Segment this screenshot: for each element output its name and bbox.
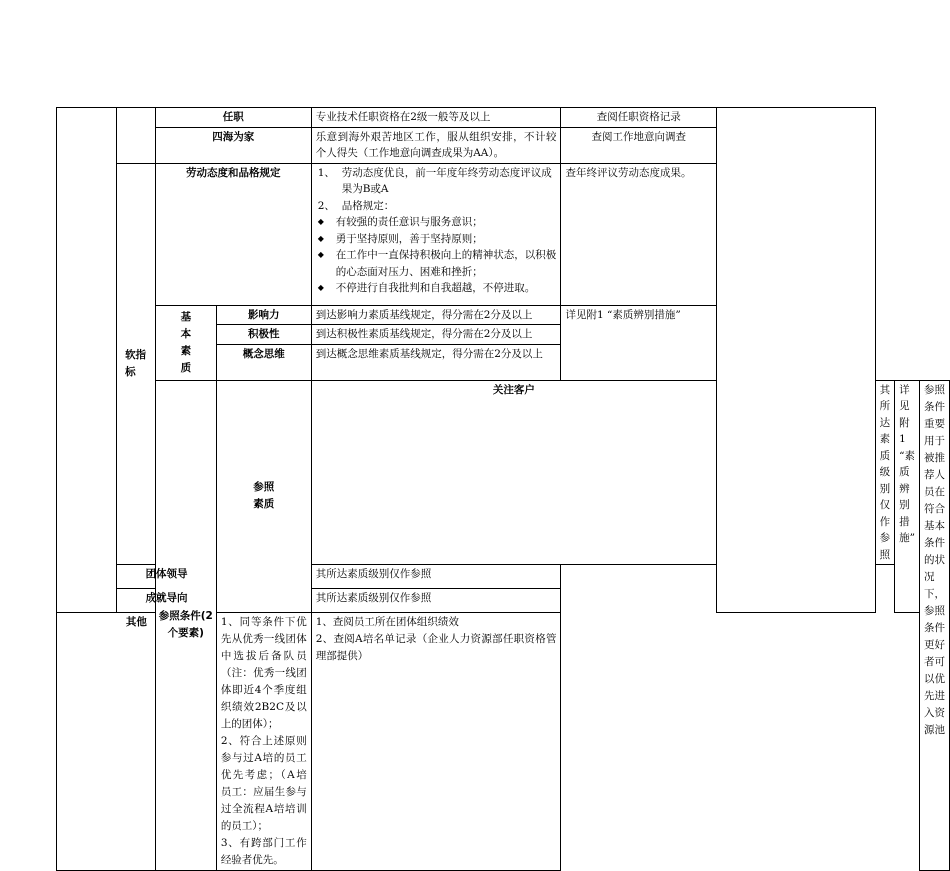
attitude-bullet <box>316 214 557 231</box>
sihai-standard: 乐意到海外艰苦地区工作，服从组织安排，不计较个人得失（工作地意向调查成果为AA）。 <box>311 127 561 163</box>
attitude-bullet-text: 不停进行自我批判和自我超越，不停进取。 <box>335 282 536 294</box>
attitude-bullet-text: 勇于坚持原则，善于坚持原则； <box>335 232 483 245</box>
soft-indicator-text: 软指标 <box>125 348 147 378</box>
renzhi-method: 查阅任职资格记录 <box>561 108 717 128</box>
other-standard-line: 3、有跨部门工作经验者优先。 <box>220 837 307 866</box>
diamond-bullet-icon: ◆ <box>317 250 324 259</box>
renzhi-standard: 专业技术任职资格在2级一般等及以上 <box>311 108 561 128</box>
basic-item-standard: 到达积极性素质基线规定，得分需在2分及以上 <box>311 325 561 345</box>
diamond-bullet-icon: ◆ <box>317 283 324 292</box>
attitude-bullet <box>316 280 557 297</box>
attitude-item-1 <box>316 165 557 198</box>
attitude-method: 查年终评议劳动态度成果。 <box>561 163 717 305</box>
renzhi-label: 任职 <box>155 108 311 128</box>
basic-item-label: 积极性 <box>216 325 311 345</box>
other-standard <box>216 613 311 871</box>
diamond-bullet-icon: ◆ <box>317 233 324 243</box>
criteria-table <box>56 107 950 871</box>
reference-item-standard: 其所达素质级别仅作参照 <box>311 589 561 613</box>
other-method-line: 1、查阅员工所在团体组织绩效 <box>315 616 459 628</box>
reference-method: 详见附1 “素质辨别措施” <box>895 380 920 613</box>
other-standard-line: 2、符合上述原则参与过A培的员工优先考虑；（A培员工：应届生参与过全流程A培培训的员工）； <box>220 735 307 832</box>
reference-item-label: 团体领导 <box>117 565 217 589</box>
attitude-item-2-prefix: 2、 <box>317 199 335 212</box>
reference-item-label: 关注客户 <box>311 380 716 565</box>
other-method-line: 2、查阅A培名单记录（企业人力资源部任职资格管理部提供） <box>315 633 557 662</box>
basic-quality-text: 基本素质 <box>180 310 192 374</box>
other-label: 其他 <box>57 613 217 871</box>
other-method <box>311 613 561 871</box>
other-standard-line: 1、同等条件下优先从优秀一线团体中选拔后备队员（注：优秀一线团体即近4个季度组织绩效2B2C及以上的团体）； <box>220 616 307 730</box>
remark-cell-top <box>717 108 876 613</box>
attitude-bullet-text: 有较强的责任意识与服务意识； <box>335 216 483 228</box>
soft-indicator-label <box>117 163 156 565</box>
sihai-method: 查阅工作地意向调查 <box>561 127 717 163</box>
basic-item-standard: 到达影响力素质基线规定，得分需在2分及以上 <box>311 305 561 325</box>
basic-item-label: 影响力 <box>216 305 311 325</box>
reference-condition-text: 参照条件(2个要素) <box>158 610 213 640</box>
basic-quality-label <box>155 305 216 380</box>
attitude-standard <box>311 163 561 305</box>
basic-method: 详见附1 “素质辨别措施” <box>561 305 717 380</box>
reference-item-label: 成就导向 <box>117 589 217 613</box>
reference-quality-text: 参照素质 <box>253 481 275 511</box>
attitude-item-1-text: 劳动态度优良，前一年度年终劳动态度评议成果为B或A <box>341 166 552 195</box>
top-group-cell <box>57 108 117 613</box>
sihai-label: 四海为家 <box>155 127 311 163</box>
reference-note: 参照条件重要用于被推荐人员在符合基本条件的状况下，参照条件更好者可以优先进入资源池 <box>920 380 950 871</box>
reference-item-standard: 其所达素质级别仅作参照 <box>311 565 561 589</box>
attitude-bullet <box>316 247 557 280</box>
attitude-item-2 <box>316 198 557 215</box>
diamond-bullet-icon: ◆ <box>317 217 324 226</box>
attitude-bullet-list <box>316 214 557 297</box>
sub-group-cell <box>117 108 156 164</box>
basic-item-label: 概念思维 <box>216 344 311 380</box>
attitude-item-1-prefix: 1、 <box>317 166 335 179</box>
attitude-bullet-text: 在工作中一直保持积极向上的精神状态，以积极的心态面对压力、困难和挫折； <box>335 249 557 278</box>
reference-item-standard: 其所达素质级别仅作参照 <box>875 380 895 565</box>
attitude-bullet <box>316 231 557 248</box>
attitude-label: 劳动态度和品格规定 <box>155 163 311 305</box>
attitude-item-2-text: 品格规定： <box>341 199 395 212</box>
basic-item-standard: 到达概念思维素质基线规定，得分需在2分及以上 <box>311 344 561 380</box>
reference-quality-label <box>216 380 311 613</box>
